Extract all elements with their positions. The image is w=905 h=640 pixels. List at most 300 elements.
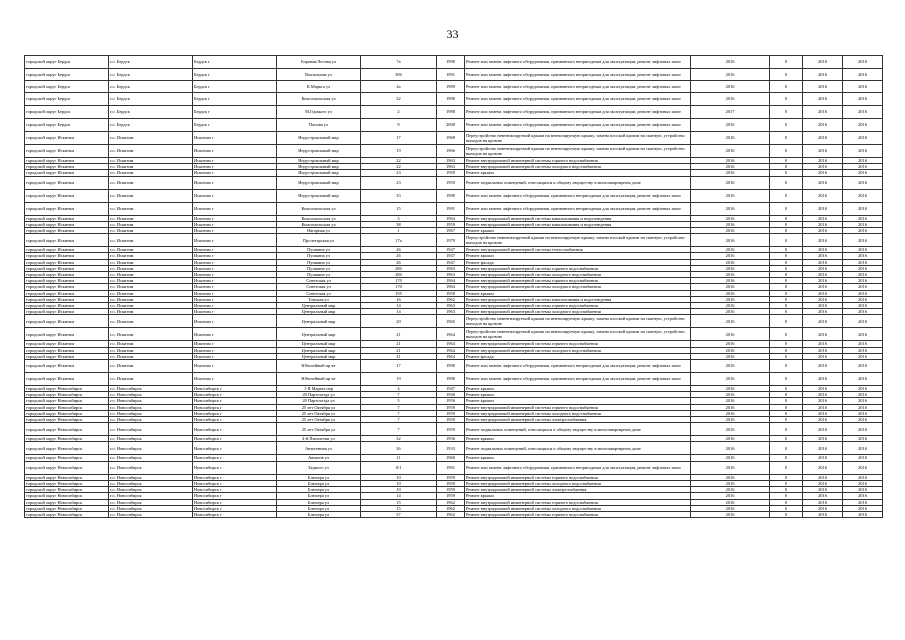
municipality-cell: городской округ Искитим bbox=[25, 347, 109, 353]
settlement-cell: г.о. Искитим bbox=[109, 284, 193, 290]
end-year-cell: 2016 bbox=[843, 417, 883, 423]
start-year-cell: 2016 bbox=[803, 189, 843, 202]
street-cell: Бедного ул bbox=[277, 461, 361, 474]
work-type-cell: Ремонт внутридомовой инженерной системы канализования и водоотведения bbox=[465, 221, 691, 227]
end-year-cell: 2016 bbox=[843, 360, 883, 373]
municipality-cell: городской округ Искитим bbox=[25, 253, 109, 259]
zero-value-cell: 0 bbox=[770, 499, 803, 505]
settlement-cell: г.о. Искитим bbox=[109, 215, 193, 221]
build-year-cell: 1959 bbox=[437, 417, 465, 423]
house-number-cell: 14 bbox=[361, 309, 437, 315]
house-number-cell: 14 bbox=[361, 493, 437, 499]
zero-value-cell: 0 bbox=[770, 164, 803, 170]
zero-value-cell: 0 bbox=[770, 328, 803, 341]
street-cell: Комсомольская ул bbox=[277, 221, 361, 227]
settlement-cell: г.о. Новосибирск bbox=[109, 455, 193, 461]
work-type-cell: Переустройство невентилируемой крыши на вентилируемую крышу, замена плоской кровли на скатную, устройство выходов на кровлю bbox=[465, 145, 691, 158]
street-cell: Пушкина ул bbox=[277, 272, 361, 278]
settlement-cell: г.о. Новосибирск bbox=[109, 386, 193, 392]
house-number-cell: 5 bbox=[361, 398, 437, 404]
house-number-cell: 0/1 bbox=[361, 461, 437, 474]
house-number-cell: 28б bbox=[361, 272, 437, 278]
house-number-cell: 3 bbox=[361, 215, 437, 221]
zero-value-cell: 0 bbox=[770, 278, 803, 284]
street-cell: Индустриальный мкр bbox=[277, 170, 361, 176]
build-year-cell: 1963 bbox=[437, 265, 465, 271]
zero-value-cell: 0 bbox=[770, 284, 803, 290]
plan-year-cell: 2016 bbox=[691, 176, 770, 189]
locality-cell: Новосибирск г bbox=[193, 392, 277, 398]
municipality-cell: городской округ Искитим bbox=[25, 170, 109, 176]
plan-year-cell: 2016 bbox=[691, 202, 770, 215]
zero-value-cell: 0 bbox=[770, 436, 803, 442]
end-year-cell: 2016 bbox=[843, 309, 883, 315]
house-number-cell: 9 bbox=[361, 119, 437, 132]
start-year-cell: 2016 bbox=[803, 341, 843, 347]
build-year-cell: 1988 bbox=[437, 106, 465, 119]
settlement-cell: г.о. Искитим bbox=[109, 296, 193, 302]
end-year-cell: 2016 bbox=[843, 265, 883, 271]
work-type-cell: Ремонт или замена лифтового оборудования, признанного непригодным для эксплуатации, ремонт лифтовых шахт bbox=[465, 202, 691, 215]
work-type-cell: Ремонт крыши bbox=[465, 386, 691, 392]
house-number-cell: 19 bbox=[361, 373, 437, 386]
start-year-cell: 2016 bbox=[803, 499, 843, 505]
municipality-cell: городской округ Искитим bbox=[25, 189, 109, 202]
start-year-cell: 2016 bbox=[803, 228, 843, 234]
build-year-cell: 1947 bbox=[437, 259, 465, 265]
zero-value-cell: 0 bbox=[770, 404, 803, 410]
plan-year-cell: 2016 bbox=[691, 132, 770, 145]
build-year-cell: 1962 bbox=[437, 505, 465, 511]
settlement-cell: г.о. Искитим bbox=[109, 170, 193, 176]
end-year-cell: 2016 bbox=[843, 69, 883, 81]
locality-cell: Искитим г bbox=[193, 347, 277, 353]
work-type-cell: Ремонт или замена лифтового оборудования, признанного непригодным для эксплуатации, ремонт лифтовых шахт bbox=[465, 189, 691, 202]
work-type-cell: Ремонт внутридомовой инженерной системы холодного водоснабжения bbox=[465, 272, 691, 278]
zero-value-cell: 0 bbox=[770, 392, 803, 398]
zero-value-cell: 0 bbox=[770, 487, 803, 493]
build-year-cell: 1947 bbox=[437, 247, 465, 253]
zero-value-cell: 0 bbox=[770, 132, 803, 145]
end-year-cell: 2016 bbox=[843, 315, 883, 328]
municipality-cell: городской округ Искитим bbox=[25, 360, 109, 373]
house-number-cell: 33 bbox=[361, 189, 437, 202]
street-cell: Комсомольская ул bbox=[277, 93, 361, 106]
house-number-cell: 37 bbox=[361, 511, 437, 517]
work-type-cell: Ремонт внутридомовой инженерной системы горячего водоснабжения bbox=[465, 278, 691, 284]
municipality-cell: городской округ Искитим bbox=[25, 373, 109, 386]
settlement-cell: г.о. Искитим bbox=[109, 176, 193, 189]
end-year-cell: 2016 bbox=[843, 303, 883, 309]
table-row bbox=[25, 511, 883, 517]
settlement-cell: г.о. Новосибирск bbox=[109, 436, 193, 442]
plan-year-cell: 2016 bbox=[691, 69, 770, 81]
end-year-cell: 2016 bbox=[843, 455, 883, 461]
house-number-cell: 16 bbox=[361, 296, 437, 302]
start-year-cell: 2016 bbox=[803, 253, 843, 259]
locality-cell: Новосибирск г bbox=[193, 461, 277, 474]
settlement-cell: г.о. Новосибирск bbox=[109, 423, 193, 436]
work-type-cell: Ремонт или замена лифтового оборудования, признанного непригодным для эксплуатации, ремонт лифтовых шахт bbox=[465, 119, 691, 132]
start-year-cell: 2016 bbox=[803, 474, 843, 480]
build-year-cell: 1940 bbox=[437, 392, 465, 398]
settlement-cell: г.о. Новосибирск bbox=[109, 511, 193, 517]
start-year-cell: 2016 bbox=[803, 360, 843, 373]
street-cell: Юбилейный пр-кт bbox=[277, 360, 361, 373]
plan-year-cell: 2016 bbox=[691, 398, 770, 404]
build-year-cell: 1959 bbox=[437, 487, 465, 493]
start-year-cell: 2016 bbox=[803, 511, 843, 517]
build-year-cell: 1964 bbox=[437, 284, 465, 290]
end-year-cell: 2016 bbox=[843, 253, 883, 259]
end-year-cell: 2016 bbox=[843, 436, 883, 442]
plan-year-cell: 2016 bbox=[691, 309, 770, 315]
locality-cell: Новосибирск г bbox=[193, 436, 277, 442]
start-year-cell: 2016 bbox=[803, 284, 843, 290]
plan-year-cell: 2016 bbox=[691, 474, 770, 480]
table-row bbox=[25, 461, 883, 474]
municipality-cell: городской округ Новосибирск bbox=[25, 398, 109, 404]
locality-cell: Искитим г bbox=[193, 247, 277, 253]
plan-year-cell: 2016 bbox=[691, 404, 770, 410]
end-year-cell: 2016 bbox=[843, 189, 883, 202]
zero-value-cell: 0 bbox=[770, 417, 803, 423]
plan-year-cell: 2017 bbox=[691, 106, 770, 119]
house-number-cell: 7 bbox=[361, 423, 437, 436]
end-year-cell: 2016 bbox=[843, 202, 883, 215]
work-type-cell: Ремонт внутридомовой инженерной системы холодного водоснабжения bbox=[465, 505, 691, 511]
settlement-cell: г.о. Искитим bbox=[109, 259, 193, 265]
locality-cell: Искитим г bbox=[193, 290, 277, 296]
plan-year-cell: 2016 bbox=[691, 158, 770, 164]
house-number-cell: 7а bbox=[361, 56, 437, 69]
start-year-cell: 2016 bbox=[803, 505, 843, 511]
build-year-cell: 1991 bbox=[437, 461, 465, 474]
work-type-cell: Ремонт или замена лифтового оборудования, признанного непригодным для эксплуатации, ремонт лифтовых шахт bbox=[465, 69, 691, 81]
plan-year-cell: 2016 bbox=[691, 221, 770, 227]
settlement-cell: г.о. Искитим bbox=[109, 272, 193, 278]
municipality-cell: городской округ Искитим bbox=[25, 164, 109, 170]
locality-cell: Искитим г bbox=[193, 228, 277, 234]
plan-year-cell: 2016 bbox=[691, 81, 770, 93]
end-year-cell: 2016 bbox=[843, 93, 883, 106]
work-type-cell: Ремонт крыши bbox=[465, 436, 691, 442]
build-year-cell: 1964 bbox=[437, 215, 465, 221]
work-type-cell: Ремонт или замена лифтового оборудования, признанного непригодным для эксплуатации, ремонт лифтовых шахт bbox=[465, 373, 691, 386]
zero-value-cell: 0 bbox=[770, 455, 803, 461]
work-type-cell: Ремонт крыши bbox=[465, 253, 691, 259]
end-year-cell: 2016 bbox=[843, 278, 883, 284]
street-cell: Томская ул bbox=[277, 296, 361, 302]
work-type-cell: Ремонт или замена лифтового оборудования, признанного непригодным для эксплуатации, ремонт лифтовых шахт bbox=[465, 93, 691, 106]
municipality-cell: городской округ Новосибирск bbox=[25, 386, 109, 392]
municipality-cell: городской округ Новосибирск bbox=[25, 480, 109, 486]
plan-year-cell: 2016 bbox=[691, 328, 770, 341]
house-number-cell: 10 bbox=[361, 474, 437, 480]
zero-value-cell: 0 bbox=[770, 253, 803, 259]
end-year-cell: 2016 bbox=[843, 410, 883, 416]
street-cell: Боровая/Лесная ул bbox=[277, 56, 361, 69]
municipality-cell: городской округ Новосибирск bbox=[25, 499, 109, 505]
house-number-cell: 7 bbox=[361, 392, 437, 398]
end-year-cell: 2016 bbox=[843, 474, 883, 480]
end-year-cell: 2016 bbox=[843, 296, 883, 302]
locality-cell: Искитим г bbox=[193, 278, 277, 284]
start-year-cell: 2016 bbox=[803, 158, 843, 164]
plan-year-cell: 2016 bbox=[691, 511, 770, 517]
settlement-cell: г.о. Искитим bbox=[109, 221, 193, 227]
municipality-cell: городской округ Новосибирск bbox=[25, 505, 109, 511]
zero-value-cell: 0 bbox=[770, 189, 803, 202]
zero-value-cell: 0 bbox=[770, 474, 803, 480]
start-year-cell: 2016 bbox=[803, 81, 843, 93]
plan-year-cell: 2016 bbox=[691, 480, 770, 486]
municipality-cell: городской округ Новосибирск bbox=[25, 410, 109, 416]
zero-value-cell: 0 bbox=[770, 398, 803, 404]
plan-year-cell: 2016 bbox=[691, 436, 770, 442]
zero-value-cell: 0 bbox=[770, 290, 803, 296]
zero-value-cell: 0 bbox=[770, 505, 803, 511]
zero-value-cell: 0 bbox=[770, 442, 803, 455]
locality-cell: Искитим г bbox=[193, 221, 277, 227]
street-cell: Индустриальный мкр bbox=[277, 158, 361, 164]
build-year-cell: 1990 bbox=[437, 360, 465, 373]
locality-cell: Бердск г bbox=[193, 106, 277, 119]
start-year-cell: 2016 bbox=[803, 303, 843, 309]
street-cell: 25 лет Октября ул bbox=[277, 404, 361, 410]
table-row bbox=[25, 176, 883, 189]
zero-value-cell: 0 bbox=[770, 480, 803, 486]
house-number-cell: 23 bbox=[361, 170, 437, 176]
work-type-cell: Ремонт фасада bbox=[465, 353, 691, 359]
work-type-cell: Ремонт внутридомовой инженерной системы горячего водоснабжения bbox=[465, 404, 691, 410]
plan-year-cell: 2016 bbox=[691, 303, 770, 309]
street-cell: Центральный мкр bbox=[277, 315, 361, 328]
end-year-cell: 2016 bbox=[843, 499, 883, 505]
build-year-cell: 1956 bbox=[437, 398, 465, 404]
street-cell: Центральный мкр bbox=[277, 353, 361, 359]
plan-year-cell: 2016 bbox=[691, 284, 770, 290]
end-year-cell: 2016 bbox=[843, 215, 883, 221]
zero-value-cell: 0 bbox=[770, 493, 803, 499]
build-year-cell: 1990 bbox=[437, 56, 465, 69]
plan-year-cell: 2016 bbox=[691, 442, 770, 455]
end-year-cell: 2016 bbox=[843, 290, 883, 296]
street-cell: Центральный мкр bbox=[277, 303, 361, 309]
street-cell: Центральный мкр bbox=[277, 328, 361, 341]
work-type-cell: Ремонт внутридомовой инженерной системы холодного водоснабжения bbox=[465, 284, 691, 290]
municipality-cell: городской округ Искитим bbox=[25, 215, 109, 221]
locality-cell: Искитим г bbox=[193, 373, 277, 386]
zero-value-cell: 0 bbox=[770, 373, 803, 386]
build-year-cell: 1959 bbox=[437, 221, 465, 227]
build-year-cell: 1963 bbox=[437, 272, 465, 278]
street-cell: Индустриальный мкр bbox=[277, 132, 361, 145]
municipality-cell: городской округ Новосибирск bbox=[25, 511, 109, 517]
plan-year-cell: 2016 bbox=[691, 119, 770, 132]
page-number: 33 bbox=[446, 27, 459, 41]
house-number-cell: 50б bbox=[361, 69, 437, 81]
locality-cell: Новосибирск г bbox=[193, 442, 277, 455]
street-cell: Индустриальный мкр bbox=[277, 164, 361, 170]
plan-year-cell: 2016 bbox=[691, 278, 770, 284]
plan-year-cell: 2016 bbox=[691, 455, 770, 461]
house-number-cell: 10 bbox=[361, 480, 437, 486]
settlement-cell: г.о. Искитим bbox=[109, 158, 193, 164]
municipality-cell: городской округ Искитим bbox=[25, 247, 109, 253]
house-number-cell: 7 bbox=[361, 410, 437, 416]
settlement-cell: г.о. Новосибирск bbox=[109, 404, 193, 410]
plan-year-cell: 2016 bbox=[691, 392, 770, 398]
locality-cell: Новосибирск г bbox=[193, 505, 277, 511]
plan-year-cell: 2016 bbox=[691, 410, 770, 416]
municipality-cell: городской округ Искитим bbox=[25, 315, 109, 328]
locality-cell: Новосибирск г bbox=[193, 398, 277, 404]
end-year-cell: 2016 bbox=[843, 347, 883, 353]
locality-cell: Новосибирск г bbox=[193, 404, 277, 410]
build-year-cell: 1962 bbox=[437, 296, 465, 302]
house-number-cell: 22 bbox=[361, 158, 437, 164]
start-year-cell: 2016 bbox=[803, 404, 843, 410]
settlement-cell: г.о. Новосибирск bbox=[109, 392, 193, 398]
end-year-cell: 2016 bbox=[843, 341, 883, 347]
street-cell: Блюхера ул bbox=[277, 480, 361, 486]
locality-cell: Новосибирск г bbox=[193, 386, 277, 392]
street-cell: Авиагов ул bbox=[277, 455, 361, 461]
street-cell: Индустриальный мкр bbox=[277, 176, 361, 189]
zero-value-cell: 0 bbox=[770, 176, 803, 189]
zero-value-cell: 0 bbox=[770, 247, 803, 253]
municipality-cell: городской округ Бердск bbox=[25, 93, 109, 106]
settlement-cell: г.о. Искитим bbox=[109, 341, 193, 347]
house-number-cell: 4 bbox=[361, 386, 437, 392]
settlement-cell: г.о. Искитим bbox=[109, 347, 193, 353]
work-type-cell: Ремонт внутридомовой инженерной системы горячего водоснабжения bbox=[465, 499, 691, 505]
end-year-cell: 2016 bbox=[843, 221, 883, 227]
settlement-cell: г.о. Новосибирск bbox=[109, 493, 193, 499]
house-number-cell: 32 bbox=[361, 436, 437, 442]
house-number-cell: 32 bbox=[361, 93, 437, 106]
settlement-cell: г.о. Новосибирск bbox=[109, 505, 193, 511]
table-row bbox=[25, 106, 883, 119]
build-year-cell: 1959 bbox=[437, 170, 465, 176]
street-cell: Индустриальный мкр bbox=[277, 145, 361, 158]
zero-value-cell: 0 bbox=[770, 170, 803, 176]
house-number-cell: 14 bbox=[361, 303, 437, 309]
municipality-cell: городской округ Новосибирск bbox=[25, 436, 109, 442]
house-number-cell: 21 bbox=[361, 341, 437, 347]
street-cell: К.Маркса ул bbox=[277, 81, 361, 93]
plan-year-cell: 2016 bbox=[691, 423, 770, 436]
work-type-cell: Ремонт крыши bbox=[465, 170, 691, 176]
house-number-cell: 1 bbox=[361, 228, 437, 234]
house-number-cell: 7 bbox=[361, 417, 437, 423]
street-cell: 4-й Пятилетки ул bbox=[277, 436, 361, 442]
build-year-cell: 1959 bbox=[437, 404, 465, 410]
zero-value-cell: 0 bbox=[770, 353, 803, 359]
end-year-cell: 2016 bbox=[843, 106, 883, 119]
start-year-cell: 2016 bbox=[803, 145, 843, 158]
plan-year-cell: 2016 bbox=[691, 234, 770, 247]
plan-year-cell: 2016 bbox=[691, 417, 770, 423]
start-year-cell: 2016 bbox=[803, 234, 843, 247]
municipality-cell: городской округ Новосибирск bbox=[25, 417, 109, 423]
street-cell: Пушкина ул bbox=[277, 265, 361, 271]
street-cell: Центральный мкр bbox=[277, 341, 361, 347]
settlement-cell: г.о. Искитим bbox=[109, 202, 193, 215]
plan-year-cell: 2016 bbox=[691, 253, 770, 259]
street-cell: Индустриальный мкр bbox=[277, 189, 361, 202]
municipality-cell: городской округ Искитим bbox=[25, 145, 109, 158]
municipality-cell: городской округ Искитим bbox=[25, 303, 109, 309]
plan-year-cell: 2016 bbox=[691, 505, 770, 511]
plan-year-cell: 2016 bbox=[691, 93, 770, 106]
start-year-cell: 2016 bbox=[803, 247, 843, 253]
settlement-cell: г.о. Бердск bbox=[109, 81, 193, 93]
end-year-cell: 2016 bbox=[843, 353, 883, 359]
zero-value-cell: 0 bbox=[770, 265, 803, 271]
settlement-cell: г.о. Новосибирск bbox=[109, 398, 193, 404]
house-number-cell: 17 bbox=[361, 132, 437, 145]
plan-year-cell: 2016 bbox=[691, 272, 770, 278]
table-row bbox=[25, 93, 883, 106]
house-number-cell: 38 bbox=[361, 221, 437, 227]
build-year-cell: 1959 bbox=[437, 423, 465, 436]
street-cell: Советская ул bbox=[277, 278, 361, 284]
plan-year-cell: 2016 bbox=[691, 259, 770, 265]
zero-value-cell: 0 bbox=[770, 461, 803, 474]
locality-cell: Искитим г bbox=[193, 272, 277, 278]
work-type-cell: Ремонт подвальных помещений, относящихся к общему имуществу в многоквартирном доме bbox=[465, 423, 691, 436]
table-row bbox=[25, 56, 883, 69]
street-cell: Блюхера ул bbox=[277, 487, 361, 493]
end-year-cell: 2016 bbox=[843, 442, 883, 455]
start-year-cell: 2016 bbox=[803, 221, 843, 227]
plan-year-cell: 2016 bbox=[691, 164, 770, 170]
municipality-cell: городской округ Искитим bbox=[25, 341, 109, 347]
locality-cell: Новосибирск г bbox=[193, 499, 277, 505]
end-year-cell: 2016 bbox=[843, 228, 883, 234]
plan-year-cell: 2016 bbox=[691, 228, 770, 234]
municipality-cell: городской округ Искитим bbox=[25, 234, 109, 247]
start-year-cell: 2016 bbox=[803, 455, 843, 461]
house-number-cell: 21 bbox=[361, 347, 437, 353]
end-year-cell: 2016 bbox=[843, 81, 883, 93]
build-year-cell: 1964 bbox=[437, 347, 465, 353]
zero-value-cell: 0 bbox=[770, 202, 803, 215]
municipality-cell: городской округ Новосибирск bbox=[25, 474, 109, 480]
build-year-cell: 1963 bbox=[437, 309, 465, 315]
end-year-cell: 2016 bbox=[843, 461, 883, 474]
build-year-cell: 1990 bbox=[437, 93, 465, 106]
table-row bbox=[25, 423, 883, 436]
locality-cell: Искитим г bbox=[193, 164, 277, 170]
municipality-cell: городской округ Новосибирск bbox=[25, 404, 109, 410]
settlement-cell: г.о. Новосибирск bbox=[109, 410, 193, 416]
locality-cell: Бердск г bbox=[193, 81, 277, 93]
street-cell: Пушкина ул bbox=[277, 259, 361, 265]
locality-cell: Искитим г bbox=[193, 315, 277, 328]
work-type-cell: Ремонт внутридомовой инженерной системы горячего водоснабжения bbox=[465, 158, 691, 164]
locality-cell: Искитим г bbox=[193, 303, 277, 309]
build-year-cell: 1964 bbox=[437, 278, 465, 284]
municipality-cell: городской округ Искитим bbox=[25, 265, 109, 271]
municipality-cell: городской округ Искитим bbox=[25, 353, 109, 359]
locality-cell: Искитим г bbox=[193, 284, 277, 290]
settlement-cell: г.о. Искитим bbox=[109, 228, 193, 234]
table-row bbox=[25, 373, 883, 386]
municipality-cell: городской округ Искитим bbox=[25, 290, 109, 296]
